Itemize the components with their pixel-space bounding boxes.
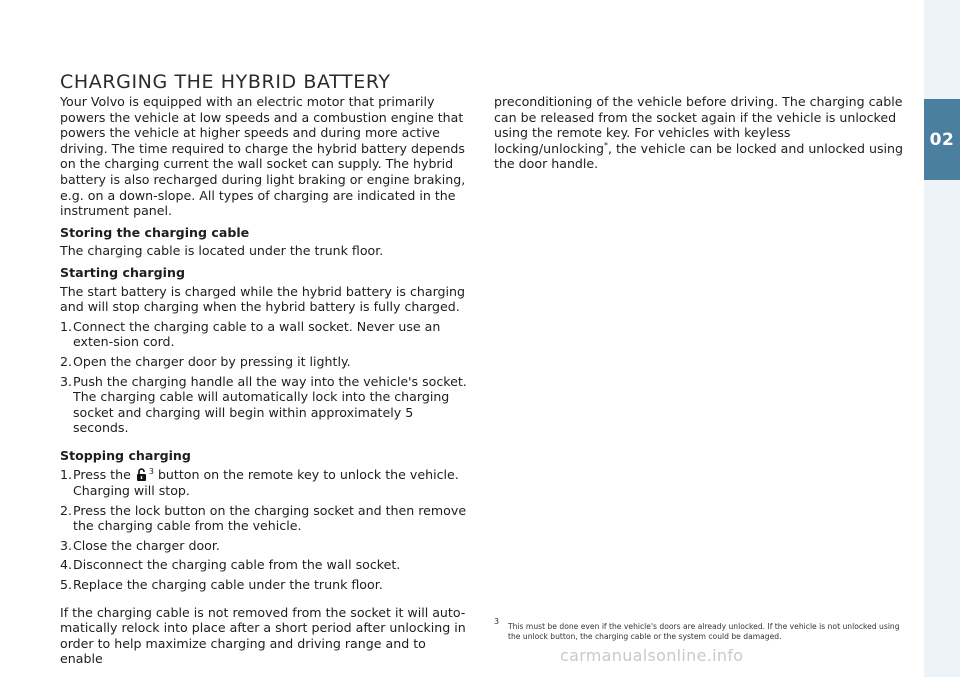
stopping-steps bbox=[60, 467, 470, 592]
stopping-heading: Stopping charging bbox=[60, 447, 191, 463]
unlock-icon bbox=[136, 468, 147, 481]
list-item: 2. Open the charger door by pressing it lightly. bbox=[60, 353, 351, 369]
list-item: 5. Replace the charging cable under the trunk floor. bbox=[60, 577, 383, 593]
left-column bbox=[60, 94, 470, 667]
starting-text: The start battery is charged while the hybrid battery is charging and will stop charging when the hybrid battery is fully charged. bbox=[60, 283, 465, 315]
footnote-text: This must be done even if the vehicle's doors are already unlocked. If the vehicle is not unlocked using the unlock button, the charging cable or the system could be damaged. bbox=[508, 622, 900, 641]
list-item: 3. Close the charger door. bbox=[60, 537, 220, 553]
list-item: 4. Disconnect the charging cable from the wall socket. bbox=[60, 557, 401, 573]
list-item: 1. Press the $^3$ button on the remote key to unlock the vehicle. Charging will stop. bbox=[60, 467, 459, 499]
list-item: 2. Press the lock button on the charging socket and then remove the charging cable from the vehicle. bbox=[60, 502, 467, 534]
chapter-tab[interactable]: 02 bbox=[924, 99, 960, 180]
continuation-paragraph: preconditioning of the vehicle before driving. The charging cable can be released from the socket again if the vehicle is unlocked using the remote key. For vehicles with keyless locking/unlocking*, the vehicle can be locked and unlocked using the door handle. bbox=[494, 94, 904, 172]
list-item: 1. Connect the charging cable to a wall socket. Never use an exten-sion cord. bbox=[60, 318, 441, 350]
optional-equipment-asterisk: * bbox=[604, 140, 608, 150]
storing-text: The charging cable is located under the trunk floor. bbox=[60, 243, 384, 259]
storing-heading: Storing the charging cable bbox=[60, 224, 250, 240]
intro-paragraph: Your Volvo is equipped with an electric motor that primarily powers the vehicle at low speeds and a combustion engine that powers the vehicle at higher speeds and during more active driving. The time required to charge the hybrid battery depends on the charging current the wall socket can supply. The hybrid battery is also recharged during light braking or engine braking, e.g. on a down-slope. All types of charging are indicated in the instrument panel. bbox=[60, 94, 466, 219]
footnote: 3 This must be done even if the vehicle's doors are already unlocked. If the vehicle is not unlocked using the unlock button, the charging cable or the system could be damaged. bbox=[494, 617, 900, 641]
right-column bbox=[494, 94, 912, 172]
starting-heading: Starting charging bbox=[60, 264, 185, 280]
starting-steps bbox=[60, 319, 470, 436]
page-title: CHARGING THE HYBRID BATTERY bbox=[60, 70, 391, 93]
closing-paragraph: If the charging cable is not removed from the socket it will auto-matically relock into place after a short period after unlocking in order to help maximize charging and driving range and to enable bbox=[60, 604, 466, 667]
watermark: carmanualsonline.info bbox=[560, 646, 744, 665]
list-item: 3. Push the charging handle all the way into the vehicle's socket. The charging cable will automatically lock into the charging socket and charging will begin within approximately 5 seconds. bbox=[60, 373, 467, 436]
